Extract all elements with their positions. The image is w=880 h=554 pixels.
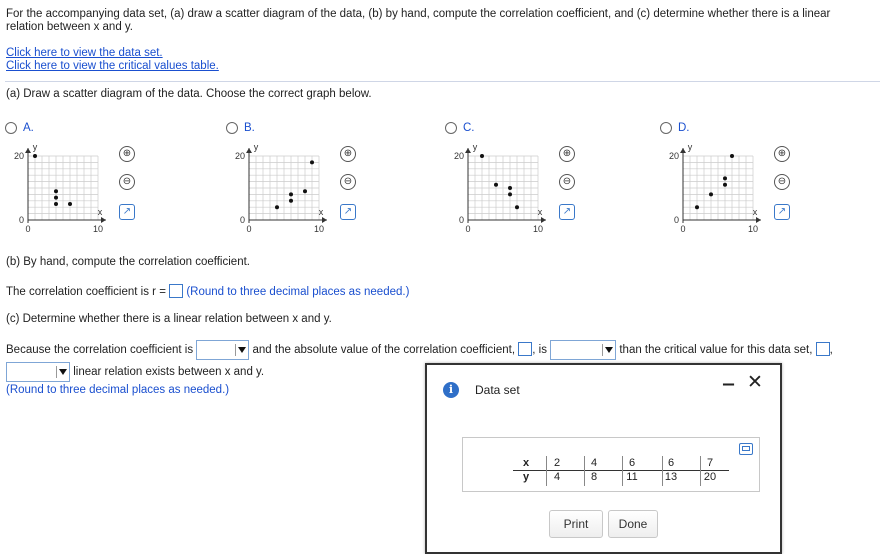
x-axis-label: x [318,207,324,217]
critical-value-input[interactable] [816,342,830,356]
x-value: 6 [667,456,675,469]
x-tick-label: 10 [92,224,104,234]
part-c-sentence [6,340,833,360]
data-point [68,202,72,206]
option-radio[interactable] [226,122,238,134]
dialog-title: Data set [475,383,520,397]
data-point [275,205,279,209]
option-label: D. [678,122,690,134]
x-tick-label: 0 [246,224,252,234]
close-button[interactable]: ✕ [747,372,763,393]
zoom-in-icon[interactable]: ⊕ [340,146,356,162]
y-arrow-icon [25,148,31,153]
question-line-2: relation between x and y. [6,21,134,33]
is-text: , is [532,344,547,357]
y-arrow-icon [465,148,471,153]
y-tick-label: 20 [13,151,24,161]
data-point [289,199,293,203]
than-critical-text: than the critical value for this data set, [619,344,813,357]
x-tick-label: 10 [313,224,325,234]
x-arrow-icon [101,217,106,223]
table-divider [700,456,701,486]
data-point [54,202,58,206]
popout-icon[interactable]: ↗ [559,204,575,220]
abs-value-text: and the absolute value of the correlation coefficient, [252,344,516,357]
x-axis-label: x [537,207,543,217]
x-arrow-icon [322,217,327,223]
x-value: 6 [628,456,636,469]
abs-r-input[interactable] [518,342,532,356]
popout-icon[interactable]: ↗ [119,204,135,220]
y-tick-label: 0 [458,215,464,225]
y-value: 11 [626,471,638,484]
comparison-select[interactable] [550,340,616,360]
y-value: 8 [590,471,598,484]
data-set-link[interactable]: Click here to view the data set. [6,47,163,59]
zoom-in-icon[interactable]: ⊕ [559,146,575,162]
x-value: 4 [590,456,598,469]
data-point [730,154,734,158]
zoom-out-icon[interactable]: ⊖ [559,174,575,190]
y-tick-label: 20 [234,151,245,161]
zoom-in-icon[interactable]: ⊕ [774,146,790,162]
data-point [508,186,512,190]
table-divider [546,456,547,486]
round-note: (Round to three decimal places as needed.) [186,286,410,298]
y-tick-label: 20 [668,151,679,161]
print-button[interactable]: Print [549,510,603,538]
scatter-graph [5,142,125,242]
option-label: A. [23,122,34,134]
zoom-out-icon[interactable]: ⊖ [119,174,135,190]
y-axis-label: y [32,142,38,152]
data-point [289,192,293,196]
y-value: 20 [703,471,717,484]
y-tick-label: 0 [239,215,245,225]
question-text [6,8,830,34]
x-tick-label: 0 [465,224,471,234]
data-point [33,154,37,158]
y-axis-label: y [687,142,693,152]
data-point [508,192,512,196]
linear-exists-text: linear relation exists between x and y. [73,366,265,379]
x-tick-label: 10 [532,224,544,234]
divider [5,81,880,82]
option-a[interactable] [5,120,195,242]
option-radio[interactable] [5,122,17,134]
data-point [494,183,498,187]
x-tick-label: 0 [680,224,686,234]
popout-icon[interactable]: ↗ [774,204,790,220]
option-label: C. [463,122,475,134]
x-axis-label: x [752,207,758,217]
option-radio[interactable] [660,122,672,134]
linear-exists-line [6,362,264,382]
data-table-panel [462,437,760,492]
y-tick-label: 0 [18,215,24,225]
scatter-graph [226,142,346,242]
correlation-line [6,284,409,298]
dropdown-arrow-icon [235,344,246,356]
y-tick-label: 20 [453,151,464,161]
option-radio[interactable] [445,122,457,134]
option-b[interactable] [226,120,416,242]
data-point [515,205,519,209]
y-header: y [522,471,530,484]
y-value: 4 [553,471,561,484]
y-axis-label: y [253,142,259,152]
question-line-1: For the accompanying data set, (a) draw a scatter diagram of the data, (b) by hand, compute the correlation coefficient, and (c) determine whether there is a linear [6,8,831,20]
scatter-graph [445,142,565,242]
y-tick-label: 0 [673,215,679,225]
part-a-prompt: (a) Draw a scatter diagram of the data. Choose the correct graph below. [6,88,372,100]
because-text: Because the correlation coefficient is [6,344,194,357]
data-point [695,205,699,209]
correlation-sign-select[interactable] [196,340,249,360]
zoom-in-icon[interactable]: ⊕ [119,146,135,162]
data-set-dialog [425,363,782,554]
data-point [303,189,307,193]
x-value: 2 [553,456,561,469]
y-axis-label: y [472,142,478,152]
x-arrow-icon [541,217,546,223]
dropdown-arrow-icon [56,366,67,378]
option-label: B. [244,122,255,134]
part-b-prompt: (b) By hand, compute the correlation coefficient. [6,256,250,268]
table-divider [622,456,623,486]
x-header: x [522,456,530,469]
r-label: The correlation coefficient is r = [6,286,166,298]
r-answer-input[interactable] [169,284,183,298]
scatter-graph [660,142,780,242]
expand-icon[interactable] [739,443,753,455]
done-button[interactable]: Done [608,510,658,538]
x-tick-label: 0 [25,224,31,234]
info-icon: i [443,382,459,398]
x-tick-label: 10 [747,224,759,234]
popout-icon[interactable]: ↗ [340,204,356,220]
data-point [723,183,727,187]
minimize-button[interactable]: ‒ [723,373,735,395]
x-arrow-icon [756,217,761,223]
data-point [310,160,314,164]
data-point [54,189,58,193]
option-c[interactable] [445,120,635,242]
x-axis-label: x [97,207,103,217]
part-c-prompt: (c) Determine whether there is a linear relation between x and y. [6,313,332,325]
table-divider [584,456,585,486]
data-point [480,154,484,158]
table-divider [662,456,663,486]
zoom-out-icon[interactable]: ⊖ [774,174,790,190]
option-d[interactable] [660,120,850,242]
y-arrow-icon [680,148,686,153]
y-arrow-icon [246,148,252,153]
zoom-out-icon[interactable]: ⊖ [340,174,356,190]
x-value: 7 [706,456,714,469]
linear-relation-select[interactable] [6,362,70,382]
round-note-c: (Round to three decimal places as needed.) [6,384,230,396]
comma-text: , [829,344,833,357]
critical-values-link[interactable]: Click here to view the critical values table. [6,60,219,72]
data-point [54,196,58,200]
y-value: 13 [664,471,678,484]
dropdown-arrow-icon [602,344,613,356]
data-point [723,176,727,180]
data-point [709,192,713,196]
